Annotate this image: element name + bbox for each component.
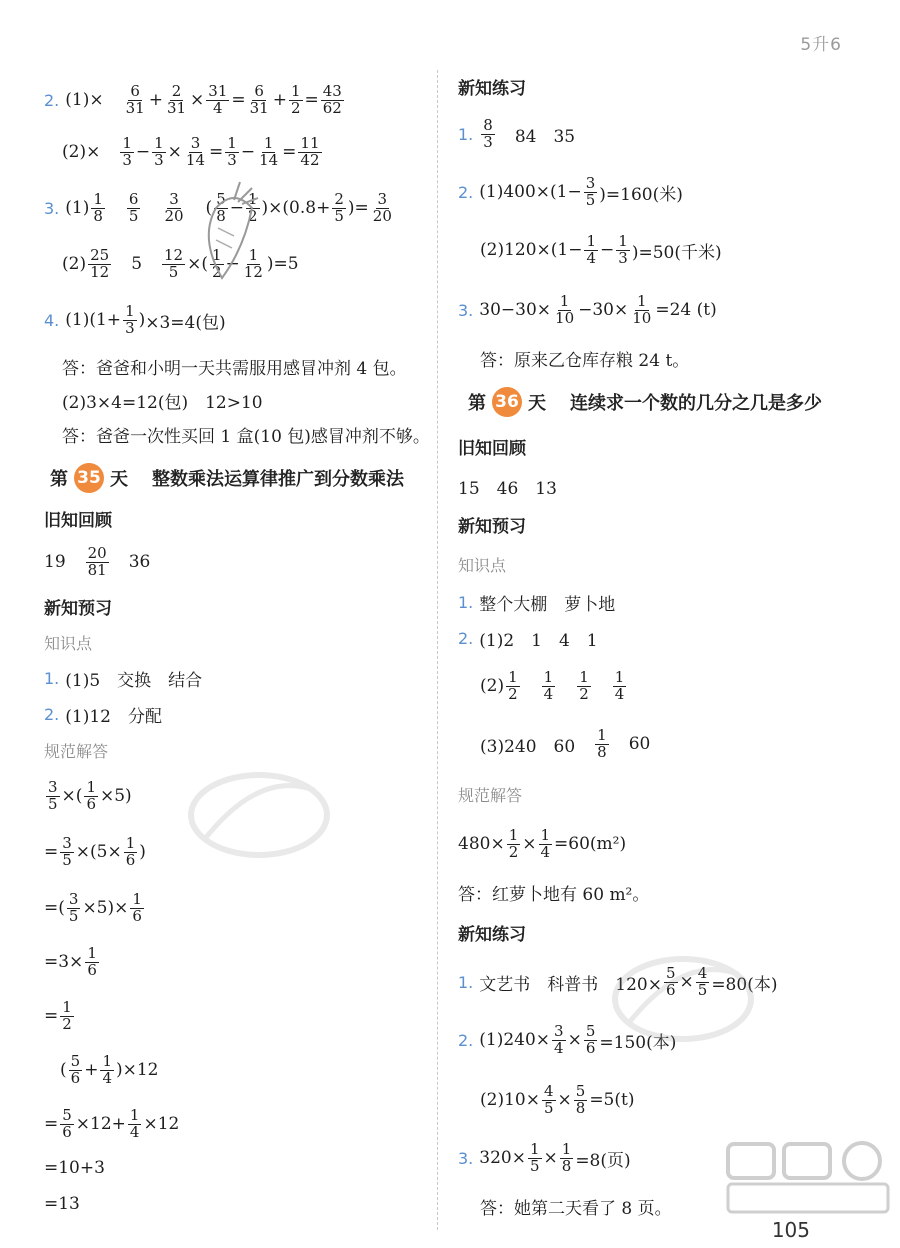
fraction: $\frac{1}{3}$	[122, 133, 132, 169]
fraction: $\frac{1}{4}$	[129, 1105, 140, 1141]
q2-number: 2.	[44, 90, 60, 110]
fraction: $\frac{6}{5}$	[128, 189, 139, 225]
fraction: $\frac{5}{6}$	[585, 1021, 596, 1057]
n3-answer: 答：她第二天看了 8 页。	[480, 1198, 672, 1219]
fraction: $\frac{1}{6}$	[87, 943, 97, 979]
step-6: ( $\frac{5}{6}$ + $\frac{1}{4}$ )×12	[60, 1051, 159, 1087]
p3-answer: 答：原来乙仓库存粮 24 t。	[480, 350, 690, 371]
fraction: $\frac{1}{4}$	[586, 231, 597, 267]
fraction: $\frac{1}{8}$	[93, 189, 103, 225]
fraction: $\frac{1}{3}$	[227, 133, 237, 169]
review-title: 旧知回顾	[458, 438, 526, 459]
step-9: =13	[44, 1194, 80, 1214]
fraction: $\frac{3}{5}$	[585, 173, 596, 209]
standard-row: 480× $\frac{1}{2}$ × $\frac{1}{4}$ =60(m²)	[458, 825, 627, 861]
fraction: $\frac{3}{4}$	[554, 1021, 564, 1057]
fraction: $\frac{3}{5}$	[62, 833, 72, 869]
p2-2-row: (2)120×(1− $\frac{1}{4}$ − $\frac{1}{3}$ )=50(千米)	[480, 231, 722, 267]
fraction: $\frac{1}{3}$	[618, 231, 628, 267]
day35-badge: 35	[74, 463, 104, 493]
knowledge-2: 2. (1)12 分配	[44, 704, 162, 727]
knowledge-title: 知识点	[44, 633, 93, 653]
fraction: $\frac{1}{8}$	[561, 1139, 572, 1175]
fraction: $\frac{1}{10}$	[632, 291, 652, 327]
fraction: $\frac{3}{20}$	[164, 189, 184, 225]
step-3: =( $\frac{3}{5}$ ×5)× $\frac{1}{6}$	[44, 889, 142, 925]
fraction: $\frac{1}{2}$	[508, 667, 518, 703]
q3-2-row: (2) $\frac{25}{12}$ 5 $\frac{12}{5}$ ×( $\frac{1}{2}$ − $\frac{1}{12}$ ) =5	[62, 245, 299, 281]
fraction: $\frac{1}{2}$	[62, 997, 72, 1033]
preview-title: 新知预习	[458, 516, 526, 537]
fraction: $\frac{1}{4}$	[540, 825, 551, 861]
review-row: 15 46 13	[458, 478, 557, 499]
day35-heading: 第 35 天 整数乘法运算律推广到分数乘法	[50, 458, 404, 498]
fraction: $\frac{1}{4}$	[543, 667, 554, 703]
fraction: $\frac{1}{2}$	[508, 825, 519, 861]
step-2: = $\frac{3}{5}$ ×(5× $\frac{1}{6}$ )	[44, 833, 146, 869]
fraction: $\frac{5}{8}$	[575, 1081, 586, 1117]
q3-1-row: 3. (1) $\frac{1}{8}$ $\frac{6}{5}$ $\frac{3}{20}$ ( $\frac{5}{8}$ − $\frac{1}{2}$ )×( 0.8 + $\frac{2}{5}$ )= $\frac{3}{20}$	[44, 189, 392, 225]
page-number: 105	[771, 1218, 810, 1242]
fraction: $\frac{1}{14}$	[259, 133, 279, 169]
step-4: =3× $\frac{1}{6}$	[44, 943, 97, 979]
knowledge-1: 1. 整个大棚 萝卜地	[458, 592, 616, 615]
n3-row: 3. 320× $\frac{1}{5}$ × $\frac{1}{8}$ =8(页)	[458, 1139, 631, 1175]
knowledge-2-2: (2) $\frac{1}{2}$ $\frac{1}{4}$ $\frac{1}{2}$ $\frac{1}{4}$	[480, 667, 625, 703]
fraction: $\frac{1}{6}$	[86, 777, 96, 813]
fraction: $\frac{1}{2}$	[212, 245, 222, 281]
step-8: =10+3	[44, 1158, 105, 1178]
fraction: $\frac{5}{6}$	[62, 1105, 72, 1141]
fraction: $\frac{4}{5}$	[697, 963, 708, 999]
fraction: $\frac{25}{12}$	[90, 245, 110, 281]
standard-answer: 答：红萝卜地有 60 m²。	[458, 884, 650, 905]
fraction: $\frac{1}{5}$	[529, 1139, 540, 1175]
fraction: $\frac{1}{3}$	[154, 133, 164, 169]
fraction: $\frac{5}{8}$	[216, 189, 226, 225]
n2-1-row: 2. (1)240× $\frac{3}{4}$ × $\frac{5}{6}$ =150(本)	[458, 1021, 677, 1057]
fraction: $\frac{3}{14}$	[185, 133, 206, 169]
day36-badge: 36	[492, 387, 522, 417]
fraction: $\frac{43}{62}$	[322, 81, 342, 117]
watermark-logo-icon	[184, 760, 334, 870]
fraction: $\frac{8}{3}$	[483, 115, 493, 151]
standard-title: 规范解答	[458, 785, 523, 805]
step-1: $\frac{3}{5}$ ×( $\frac{1}{6}$ ×5)	[48, 777, 132, 813]
day36-topic: 连续求一个数的几分之几是多少	[570, 393, 822, 414]
column-divider	[437, 70, 438, 1230]
fraction: $\frac{1}{12}$	[243, 245, 263, 281]
fraction: $\frac{1}{10}$	[555, 291, 575, 327]
grade-label: 5升6	[800, 35, 842, 55]
q4-1-row: 4. (1) (1+ $\frac{1}{3}$ ) ×3=4(包)	[44, 301, 226, 337]
p2-1-row: 2. (1)400×(1− $\frac{3}{5}$ )=160(米)	[458, 173, 683, 209]
fraction: $\frac{3}{5}$	[68, 889, 79, 925]
n2-2-row: (2)10× $\frac{4}{5}$ × $\frac{5}{8}$ =5(t)	[480, 1081, 635, 1117]
fraction: $\frac{1}{2}$	[247, 189, 258, 225]
fraction: $\frac{1}{4}$	[102, 1051, 112, 1087]
fraction: $\frac{1}{4}$	[614, 667, 625, 703]
q4-answer-1: 答：爸爸和小明一天共需服用感冒冲剂 4 包。	[62, 358, 407, 379]
fraction: $\frac{2}{5}$	[334, 189, 344, 225]
practice-title: 新知练习	[458, 78, 526, 99]
q3-number: 3.	[44, 198, 60, 218]
q2-2-tag: (2)×	[62, 142, 101, 162]
knowledge-2: 2. (1)2 1 4 1	[458, 628, 598, 651]
fraction: $\frac{3}{20}$	[372, 189, 392, 225]
fraction: $\frac{5}{6}$	[665, 963, 676, 999]
fraction: $\frac{11}{42}$	[300, 133, 320, 169]
fraction: $\frac{1}{6}$	[125, 833, 136, 869]
fraction: $\frac{20}{81}$	[87, 543, 107, 579]
q4-2-row: (2)3×4=12(包) 12>10	[62, 392, 263, 413]
fraction: $\frac{12}{5}$	[164, 245, 184, 281]
fraction: $\frac{3}{5}$	[48, 777, 58, 813]
fraction: $\frac{6}{31}$	[125, 81, 145, 117]
fraction: $\frac{2}{31}$	[166, 81, 187, 117]
standard-title: 规范解答	[44, 741, 109, 761]
corner-site-logo-icon	[724, 1138, 894, 1218]
fraction: $\frac{5}{6}$	[70, 1051, 81, 1087]
fraction: $\frac{4}{5}$	[543, 1081, 554, 1117]
fraction: $\frac{1}{3}$	[125, 301, 135, 337]
review-title: 旧知回顾	[44, 510, 112, 531]
fraction: $\frac{1}{2}$	[290, 81, 301, 117]
day36-heading: 第 36 天 连续求一个数的几分之几是多少	[468, 382, 822, 422]
knowledge-2-3: (3)240 60 $\frac{1}{8}$ 60	[480, 725, 651, 761]
n1-row: 1. 文艺书 科普书 120× $\frac{5}{6}$ × $\frac{4}{5}$ =80(本)	[458, 963, 778, 999]
watermark-logo-icon	[608, 944, 758, 1054]
p3-row: 3. 30−30× $\frac{1}{10}$ −30× $\frac{1}{10}$ =24 (t)	[458, 291, 717, 327]
q2-1-row: 2. (1)× $\frac{6}{31}$ + $\frac{2}{31}$ × $\frac{31}{4}$ = $\frac{6}{31}$ + $\frac{1}{2}$ = $\frac{43}{62}$	[44, 81, 342, 117]
fraction: $\frac{1}{6}$	[132, 889, 142, 925]
knowledge-title: 知识点	[458, 555, 507, 575]
fraction: $\frac{1}{8}$	[597, 725, 607, 761]
carrot-sticker-icon	[194, 178, 264, 288]
fraction: $\frac{31}{4}$	[208, 81, 228, 117]
day35-topic: 整数乘法运算律推广到分数乘法	[152, 469, 404, 490]
q4-answer-2: 答：爸爸一次性买回 1 盒(10 包)感冒冲剂不够。	[62, 426, 430, 447]
step-5: = $\frac{1}{2}$	[44, 997, 72, 1033]
q2-2-row: (2)× $\frac{1}{3}$ − $\frac{1}{3}$ × $\frac{3}{14}$ = $\frac{1}{3}$ − $\frac{1}{14}$ = $\frac{11}{42}$	[62, 133, 320, 169]
preview-title: 新知预习	[44, 598, 112, 619]
step-7: = $\frac{5}{6}$ ×12+ $\frac{1}{4}$ ×12	[44, 1105, 180, 1141]
q4-number: 4.	[44, 310, 60, 330]
practice-title-2: 新知练习	[458, 924, 526, 945]
p1-row: 1. $\frac{8}{3}$ 84 35	[458, 115, 576, 151]
knowledge-1: 1. (1)5 交换 结合	[44, 668, 203, 691]
review-row: 19 $\frac{20}{81}$ 36	[44, 543, 151, 579]
fraction: $\frac{1}{2}$	[579, 667, 589, 703]
q2-1-tag: (1)×	[65, 90, 104, 110]
fraction: $\frac{6}{31}$	[249, 81, 269, 117]
